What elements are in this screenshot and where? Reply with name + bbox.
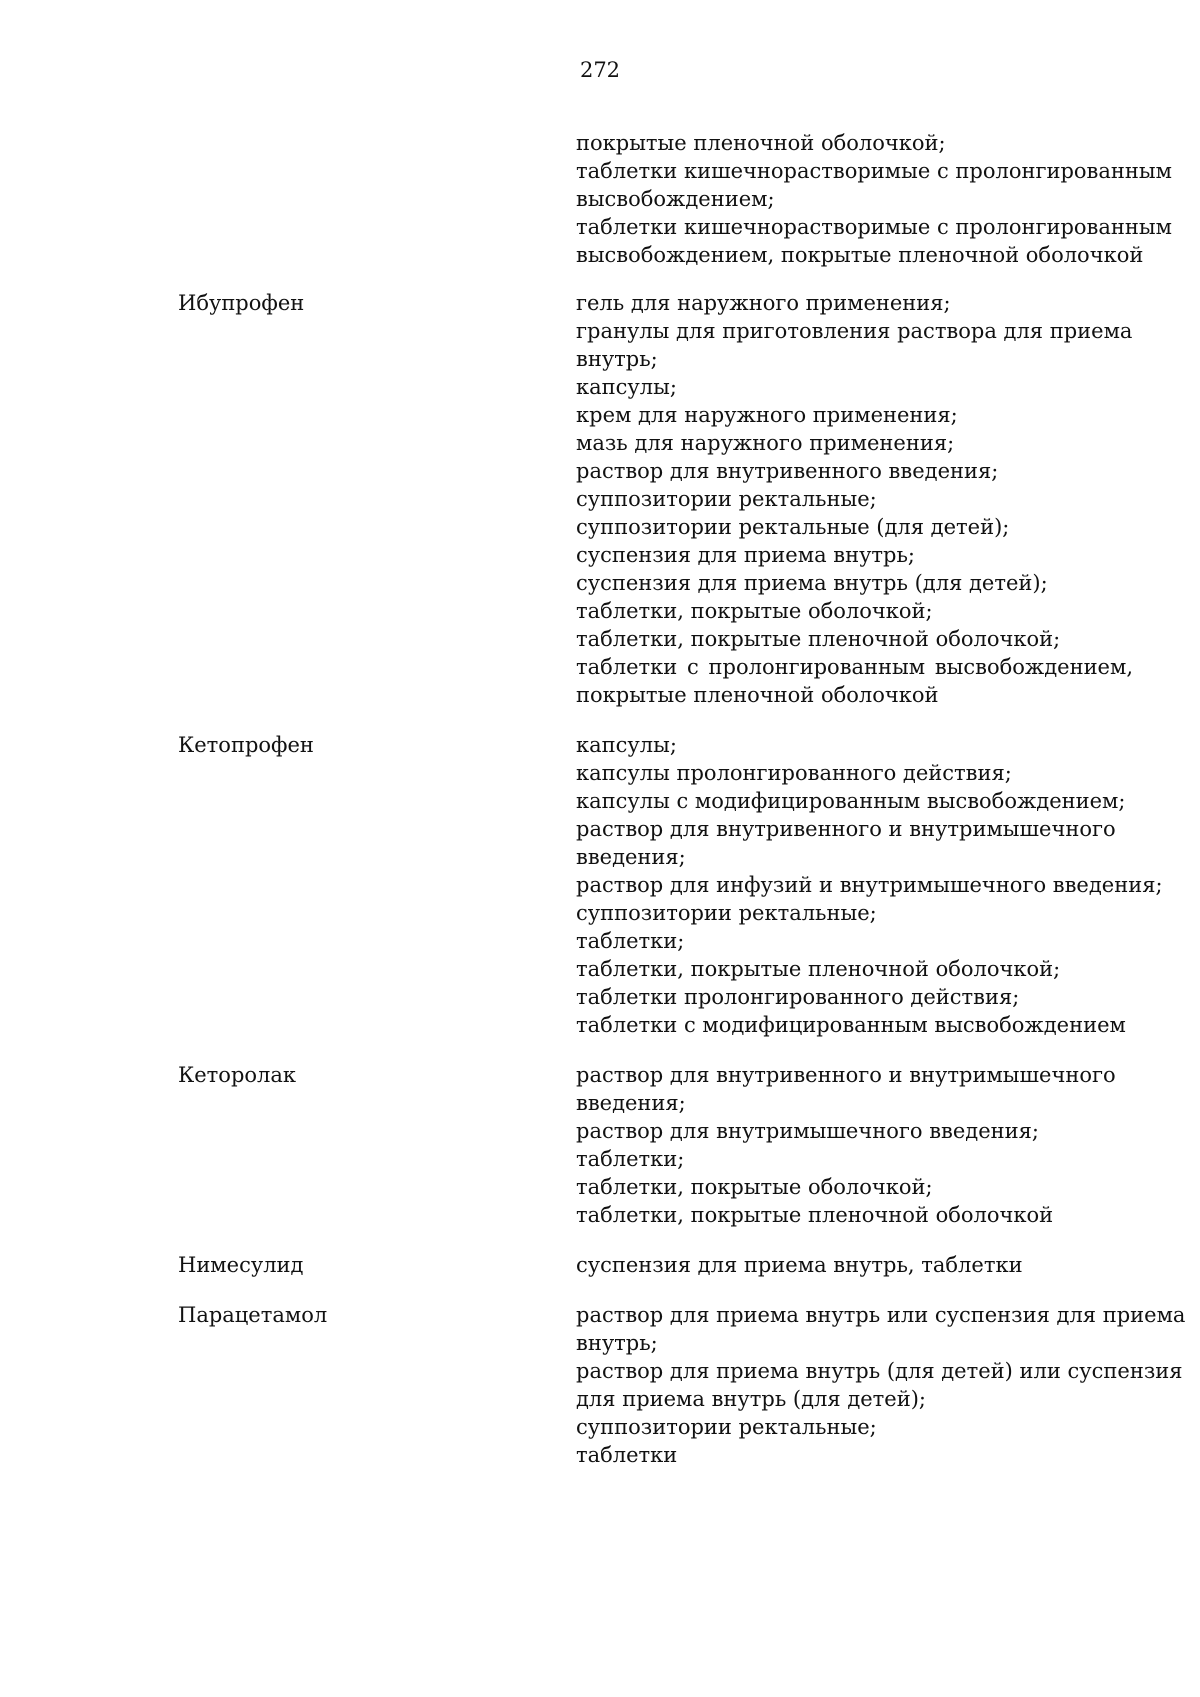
drug-name: Парацетамол [178,1303,328,1327]
dosage-form: введения; [576,1091,686,1115]
drug-name: Кетопрофен [178,733,314,757]
dosage-form: таблетки, покрытые пленочной оболочкой [576,1203,1054,1227]
dosage-form: таблетки кишечнорастворимые с пролонгированным [576,159,1172,183]
dosage-form: высвобождением; [576,187,775,211]
dosage-form: раствор для внутривенного и внутримышечного [576,817,1116,841]
dosage-form: таблетки [576,1443,678,1467]
table-row [178,731,1163,1039]
dosage-form: для приема внутрь (для детей); [576,1387,926,1411]
dosage-form: покрытые пленочной оболочкой; [576,131,946,155]
dosage-form: внутрь; [576,347,658,371]
table-row [178,1301,1186,1469]
dosage-form: гранулы для приготовления раствора для приема [576,319,1133,343]
table-row [178,289,1133,709]
dosage-form: суппозитории ректальные; [576,1415,877,1439]
dosage-form: таблетки, покрытые оболочкой; [576,1175,933,1199]
dosage-forms-list [576,731,1163,1039]
drug-name: Кеторолак [178,1063,297,1087]
dosage-form: таблетки с пролонгированным высвобождением, [576,655,1133,679]
dosage-form: таблетки кишечнорастворимые с пролонгированным [576,215,1172,239]
dosage-form: раствор для внутривенного и внутримышечного [576,1063,1116,1087]
dosage-form: введения; [576,845,686,869]
dosage-form: таблетки, покрытые пленочной оболочкой; [576,627,1061,651]
drug-forms-table [178,129,1186,1491]
dosage-form: суппозитории ректальные; [576,901,877,925]
dosage-form: раствор для внутривенного введения; [576,459,999,483]
dosage-forms-list [576,1301,1186,1469]
dosage-forms-list [576,1061,1133,1229]
dosage-form: крем для наружного применения; [576,403,958,427]
drug-name: Ибупрофен [178,291,305,315]
dosage-form: капсулы; [576,375,677,399]
dosage-form: таблетки, покрытые оболочкой; [576,599,933,623]
dosage-form: суппозитории ректальные (для детей); [576,515,1010,539]
dosage-form: таблетки; [576,929,685,953]
dosage-form: суспензия для приема внутрь (для детей); [576,571,1048,595]
dosage-forms-list [576,129,1172,269]
table-row [178,1061,1133,1229]
dosage-form: капсулы; [576,733,677,757]
dosage-form: раствор для приема внутрь или суспензия для приема [576,1303,1186,1327]
dosage-form: покрытые пленочной оболочкой [576,683,939,707]
dosage-form: раствор для инфузий и внутримышечного введения; [576,873,1163,897]
table-row [178,1251,1133,1279]
dosage-forms-list [576,1251,1133,1279]
drug-name [178,129,576,269]
dosage-form: капсулы пролонгированного действия; [576,761,1012,785]
dosage-forms-list [576,289,1133,709]
dosage-form: таблетки пролонгированного действия; [576,985,1020,1009]
dosage-form: мазь для наружного применения; [576,431,955,455]
drug-name: Нимесулид [178,1253,304,1277]
dosage-form: таблетки с модифицированным высвобождением [576,1013,1126,1037]
dosage-form: суппозитории ректальные; [576,487,877,511]
dosage-form: капсулы с модифицированным высвобождением; [576,789,1126,813]
dosage-form: внутрь; [576,1331,658,1355]
dosage-form: суспензия для приема внутрь, таблетки [576,1253,1023,1277]
dosage-form: суспензия для приема внутрь; [576,543,916,567]
dosage-form: таблетки; [576,1147,685,1171]
dosage-form: раствор для внутримышечного введения; [576,1119,1039,1143]
table-row [178,129,1172,269]
page-number: 272 [579,58,621,82]
dosage-form: высвобождением, покрытые пленочной оболочкой [576,243,1144,267]
dosage-form: раствор для приема внутрь (для детей) или суспензия [576,1359,1183,1383]
dosage-form: таблетки, покрытые пленочной оболочкой; [576,957,1061,981]
dosage-form: гель для наружного применения; [576,291,951,315]
